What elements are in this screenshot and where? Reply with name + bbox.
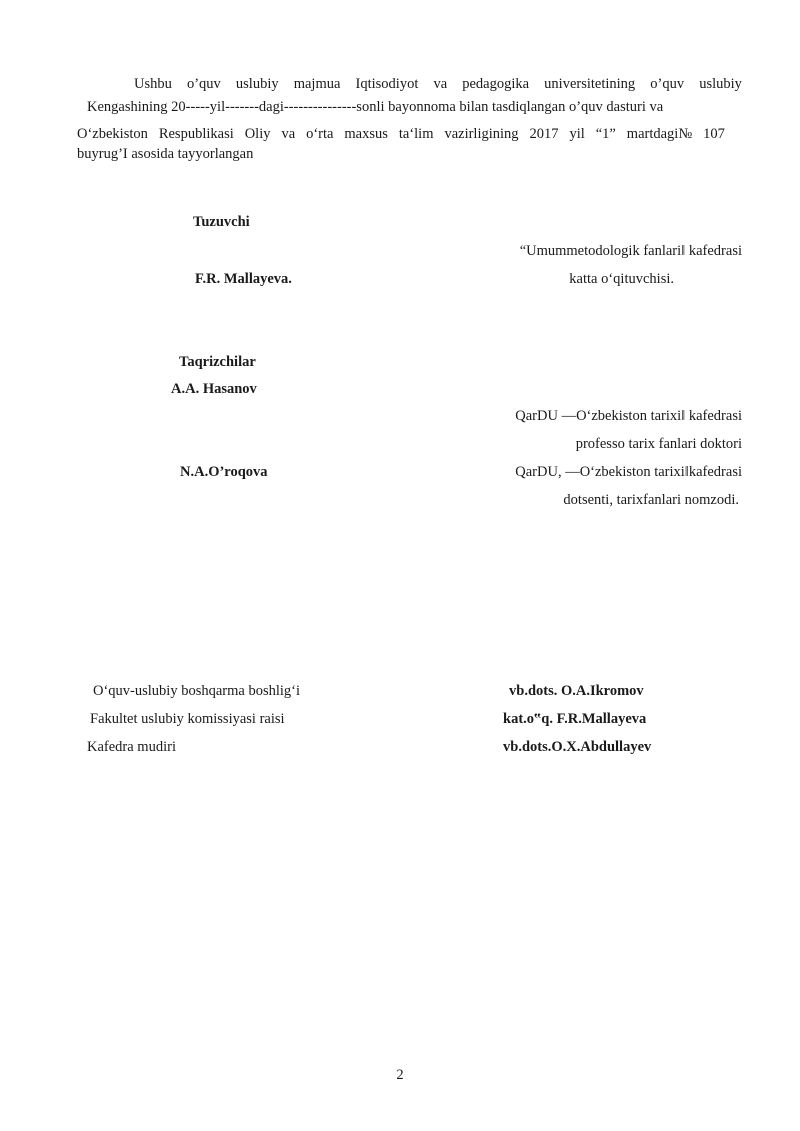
compiler-position: katta o‘qituvchisi. xyxy=(569,271,674,287)
word: vazirligining xyxy=(444,126,519,142)
word: yil xyxy=(569,126,585,142)
word: pedagogika xyxy=(462,76,530,92)
compiler-heading: Tuzuvchi xyxy=(193,214,250,230)
compiler-department: “Umummetodologik fanlariǁ kafedrasi xyxy=(519,243,742,259)
signature-name: vb.dots. O.A.Ikromov xyxy=(509,683,644,699)
word: o‘rta xyxy=(306,126,334,142)
reviewer-position: dotsenti, tarixfanlari nomzodi. xyxy=(563,492,739,508)
word: Oliy xyxy=(244,126,271,142)
word: O‘zbekiston xyxy=(77,126,148,142)
signature-role: O‘quv-uslubiy boshqarma boshlig‘i xyxy=(93,683,301,699)
word: “1” xyxy=(595,126,616,142)
word: uslubiy xyxy=(699,76,742,92)
word: maxsus xyxy=(344,126,388,142)
reviewers-heading: Taqrizchilar xyxy=(179,354,256,370)
intro-line-1 xyxy=(134,76,742,93)
signature-name: kat.o‟q. F.R.Mallayeva xyxy=(503,711,647,727)
compiler-name: F.R. Mallayeva. xyxy=(195,271,292,287)
word: Ushbu xyxy=(134,76,172,92)
word: 107 xyxy=(703,126,725,142)
intro-line-3 xyxy=(77,126,725,143)
intro-line-2: Kengashining 20-----yil-------dagi---------------sonli bayonnoma bilan tasdiqlangan o’quv dasturi va xyxy=(87,99,664,115)
word: Iqtisodiyot xyxy=(355,76,419,92)
reviewer-name: A.A. Hasanov xyxy=(171,381,257,397)
word: o’quv xyxy=(186,76,221,92)
intro-line-4: buyrug’I asosida tayyorlangan xyxy=(77,146,254,162)
word: martdagi№ xyxy=(626,126,693,142)
page-number: 2 xyxy=(396,1067,404,1083)
word: va xyxy=(433,76,448,92)
word: ta‘lim xyxy=(398,126,434,142)
reviewer-name: N.A.O’roqova xyxy=(180,464,268,480)
reviewer-department: QarDU ―O‘zbekiston tarixiǁ kafedrasi xyxy=(515,408,742,424)
word: majmua xyxy=(293,76,341,92)
word: 2017 xyxy=(529,126,559,142)
signature-name: vb.dots.O.X.Abdullayev xyxy=(503,739,652,755)
word: Respublikasi xyxy=(158,126,234,142)
signature-role: Kafedra mudiri xyxy=(87,739,176,755)
word: universitetining xyxy=(544,76,636,92)
reviewer-department: QarDU, ―O‘zbekiston tarixiǁkafedrasi xyxy=(515,464,742,480)
word: o’quv xyxy=(650,76,685,92)
reviewer-position: professo tarix fanlari doktori xyxy=(575,436,742,452)
word: va xyxy=(281,126,296,142)
signature-role: Fakultet uslubiy komissiyasi raisi xyxy=(90,711,285,727)
word: uslubiy xyxy=(235,76,279,92)
